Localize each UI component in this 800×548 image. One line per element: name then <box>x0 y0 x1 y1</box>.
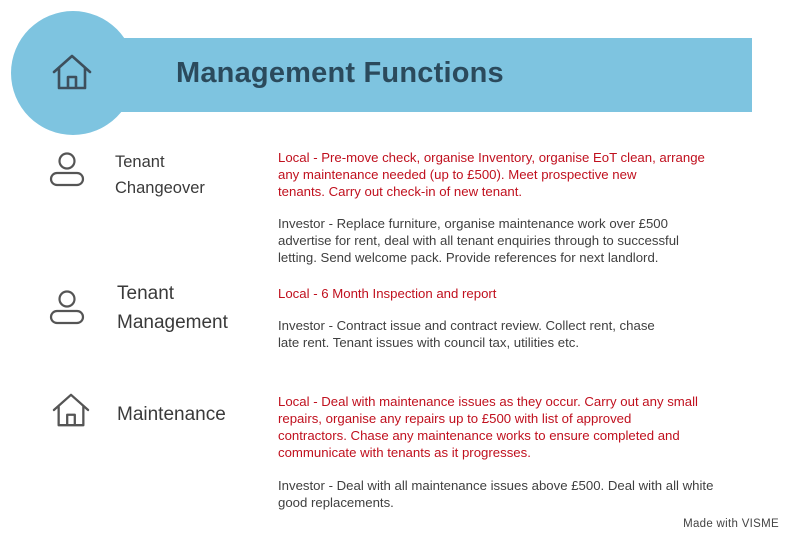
row-label-maintenance <box>117 400 226 429</box>
row-label-line: Management <box>117 312 228 334</box>
local-duties-line: contractors. Chase any maintenance works to ensure completed and <box>278 428 680 443</box>
investor-duties <box>278 477 748 511</box>
local-duties-line: repairs, organise any repairs up to £500 with list of approved <box>278 411 632 426</box>
row-label-line: Tenant <box>117 283 175 304</box>
investor-duties-line: advertise for rent, deal with all tenant enquiries through to successful <box>278 233 679 248</box>
local-duties <box>278 149 748 200</box>
row-label-line: Tenant <box>115 153 165 171</box>
row-description-tenant-management <box>278 285 748 351</box>
user-icon <box>48 289 86 325</box>
local-duties-line: Local - 6 Month Inspection and report <box>278 286 497 301</box>
local-duties <box>278 285 748 302</box>
investor-duties-line: late rent. Tenant issues with council tax, utilities etc. <box>278 335 580 350</box>
local-duties-line: Local - Pre-move check, organise Inventory, organise EoT clean, arrange <box>278 150 705 165</box>
investor-duties <box>278 317 748 351</box>
home-icon <box>50 52 94 92</box>
row-label-line: Maintenance <box>117 404 226 425</box>
investor-duties-line: good replacements. <box>278 495 394 510</box>
local-duties-line: tenants. Carry out check-in of new tenant. <box>278 184 523 199</box>
row-description-maintenance <box>278 393 748 511</box>
investor-duties <box>278 215 748 266</box>
home-icon <box>50 391 92 429</box>
row-label-tenant-management <box>117 279 228 338</box>
row-description-tenant-changeover <box>278 149 748 266</box>
page-title: Management Functions <box>176 57 504 89</box>
investor-duties-line: Investor - Contract issue and contract review. Collect rent, chase <box>278 318 655 333</box>
local-duties-line: Local - Deal with maintenance issues as they occur. Carry out any small <box>278 394 698 409</box>
local-duties-line: communicate with tenants as it progresses. <box>278 445 531 460</box>
investor-duties-line: letting. Send welcome pack. Provide references for next landlord. <box>278 250 659 265</box>
local-duties-line: any maintenance needed (up to £500). Meet prospective new <box>278 167 637 182</box>
investor-duties-line: Investor - Replace furniture, organise maintenance work over £500 <box>278 216 668 231</box>
investor-duties-line: Investor - Deal with all maintenance issues above £500. Deal with all white <box>278 478 714 493</box>
row-label-tenant-changeover <box>115 150 205 201</box>
local-duties <box>278 393 748 461</box>
user-icon <box>48 151 86 187</box>
made-with-visme-link[interactable]: Made with VISME <box>683 518 779 530</box>
row-label-line: Changeover <box>115 178 205 197</box>
